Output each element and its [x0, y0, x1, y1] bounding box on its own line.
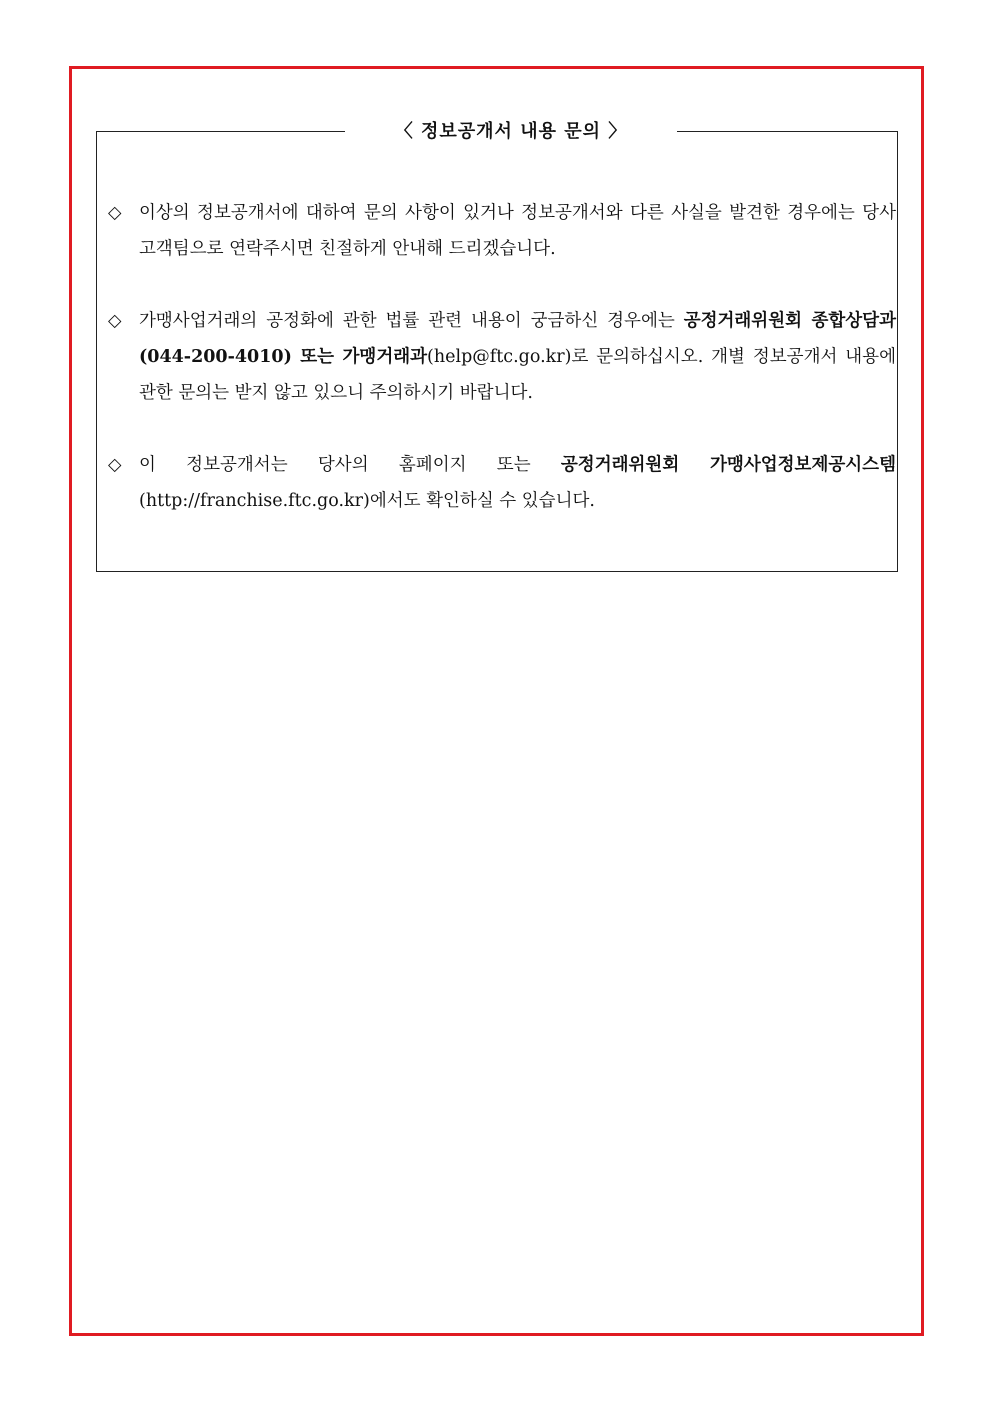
notice-text-segment: (help@ftc.go.kr)로 문의하십시오. 개별 정보공개서 내용에 관한 문의는 받지 않고 있으니 주의하시기 바랍니다. — [139, 347, 896, 403]
diamond-bullet-icon: ◇ — [108, 455, 122, 475]
notice-bold-contact: 공정거래위원회 종합상담과(044-200-4010) 또는 가맹거래과 — [139, 311, 896, 367]
notice-item-text — [108, 447, 896, 519]
notice-item-text — [108, 303, 896, 411]
diamond-bullet-icon: ◇ — [108, 203, 122, 223]
notice-text-segment: (http://franchise.ftc.go.kr)에서도 확인하실 수 있습니다. — [139, 491, 595, 511]
notice-text-segment: 이 정보공개서는 당사의 홈페이지 또는 — [139, 455, 561, 475]
notice-item-1 — [108, 195, 896, 267]
notice-item-3 — [108, 447, 896, 519]
diamond-bullet-icon: ◇ — [108, 311, 122, 331]
notice-title: 〈 정보공개서 내용 문의 〉 — [345, 118, 677, 146]
notice-item-2 — [108, 303, 896, 411]
notice-text-segment: 가맹사업거래의 공정화에 관한 법률 관련 내용이 궁금하신 경우에는 — [139, 311, 684, 331]
notice-item-text: 이상의 정보공개서에 대하여 문의 사항이 있거나 정보공개서와 다른 사실을 발견한 경우에는 당사 고객팀으로 연락주시면 친절하게 안내해 드리겠습니다. — [139, 203, 896, 259]
notice-bold-system: 공정거래위원회 가맹사업정보제공시스템 — [560, 455, 896, 475]
